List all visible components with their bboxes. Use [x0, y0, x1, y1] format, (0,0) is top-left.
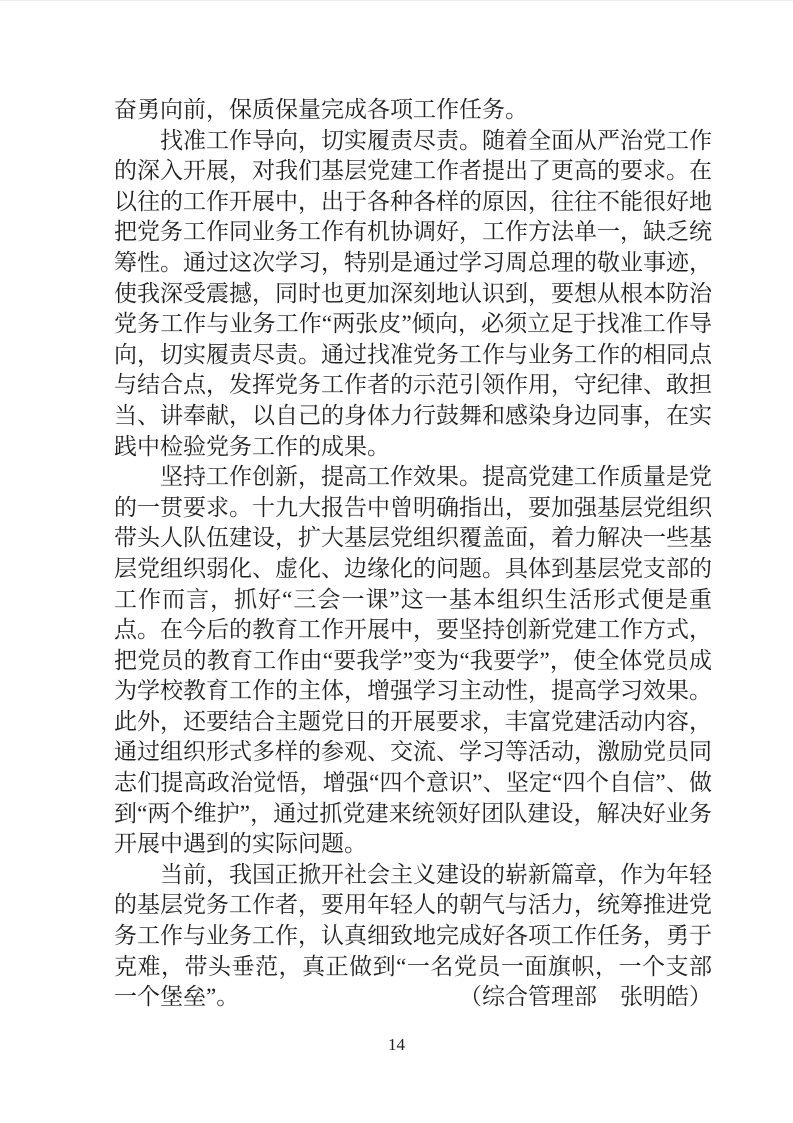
signature: （综合管理部 张明皓）	[459, 984, 712, 1010]
document-body	[114, 95, 712, 1013]
page-number: 14	[388, 1035, 405, 1054]
paragraph-work-orientation: 找准工作导向，切实履责尽责。随着全面从严治党工作的深入开展，对我们基层党建工作者提出了更高的要求。在以往的工作开展中，出于各种各样的原因，往往不能很好地把党务工作同业务工作有机协调好，工作方法单一，缺乏统筹性。通过这次学习，特别是通过学习周总理的敬业事迹，使我深受震撼，同时也更加深刻地认识到，要想从根本防治党务工作与业务工作“两张皮”倾向，必须立足于找准工作导向，切实履责尽责。通过找准党务工作与业务工作的相同点与结合点，发挥党务工作者的示范引领作用，守纪律、敢担当、讲奉献，以自己的身体力行鼓舞和感染身边同事，在实践中检验党务工作的成果。	[114, 127, 712, 459]
paragraph-continuation: 奋勇向前，保质保量完成各项工作任务。	[114, 97, 528, 122]
paragraph-conclusion	[114, 860, 712, 1013]
paragraph-conclusion-text: 当前，我国正掀开社会主义建设的崭新篇章，作为年轻的基层党务工作者，要用年轻人的朝气与活力，统筹推进党务工作与业务工作，认真细致地完成好各项工作任务，勇于克难，带头垂范，真正做到“一名党员一面旗帜，一个支部一个堡垒”。	[114, 861, 712, 1010]
paragraph-work-innovation: 坚持工作创新，提高工作效果。提高党建工作质量是党的一贯要求。十九大报告中曾明确指出，要加强基层党组织带头人队伍建设，扩大基层党组织覆盖面，着力解决一些基层党组织弱化、虚化、边缘化的问题。具体到基层党支部的工作而言，抓好“三会一课”这一基本组织生活形式便是重点。在今后的教育工作开展中，要坚持创新党建工作方式，把党员的教育工作由“要我学”变为“我要学”，使全体党员成为学校教育工作的主体，增强学习主动性，提高学习效果。此外，还要结合主题党日的开展要求，丰富党建活动内容，通过组织形式多样的参观、交流、学习等活动，激励党员同志们提高政治觉悟，增强“四个意识”、坚定“四个自信”、做到“两个维护”，通过抓党建来统领好团队建设，解决好业务开展中遇到的实际问题。	[114, 464, 712, 857]
